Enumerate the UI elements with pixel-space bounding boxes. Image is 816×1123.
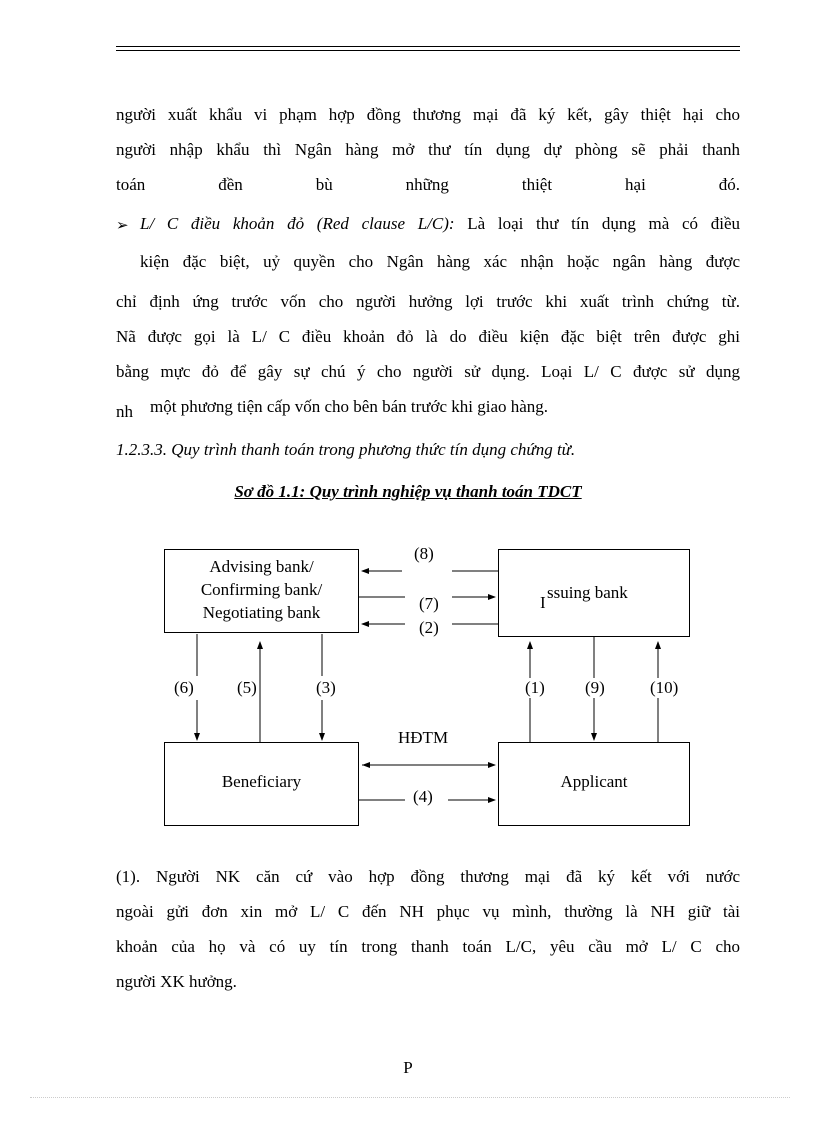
diagram-title: Sơ đồ 1.1: Quy trình nghiệp vụ thanh toán TDCT [234,482,582,501]
label-9: (9) [585,678,605,697]
paragraph-bottom-line-1: (1). Người NK căn cứ vào hợp đồng thương mại đã ký kết với nước [116,867,740,886]
label-hdtm: HĐTM [398,728,449,747]
section-heading: 1.2.3.3. Quy trình thanh toán trong phương thức tín dụng chứng từ. [116,440,576,459]
label-6: (6) [174,678,194,697]
paragraph-bottom-line-2: ngoài gửi đơn xin mở L/ C đến NH phục vụ mình, thường là NH giữ tài [116,902,740,921]
bullet-line-6: một phương tiện cấp vốn cho bên bán trước khi giao hàng. [150,397,549,416]
arrow-hdtm-head-left [362,762,370,768]
paragraph-top-line-2: người nhập khẩu thì Ngân hàng mở thư tín dụng dự phòng sẽ phải thanh [116,140,740,159]
bullet-arrow-icon: ➢ [116,218,129,234]
advising-bank-line-3: Negotiating bank [202,603,321,622]
label-2: (2) [419,618,439,637]
bullet-line-2: kiện đặc biệt, uỷ quyền cho Ngân hàng xác nhận hoặc ngân hàng được [140,252,740,271]
page-number: P [403,1058,413,1077]
label-1: (1) [525,678,545,697]
label-10: (10) [650,678,679,697]
page-bottom-edge [30,1097,790,1098]
label-4: (4) [413,787,433,806]
label-8: (8) [414,544,434,563]
bullet-line-4: Nã được gọi là L/ C điều khoản đỏ là do điều kiện đặc biệt trên được ghi [116,327,740,346]
bullet-line-5: bằng mực đỏ để gây sự chú ý cho người sử dụng. Loại L/ C được sử dụng [116,362,740,381]
beneficiary-label: Beneficiary [221,772,302,791]
bullet-line-1-rest: Là loại thư tín dụng mà có điều [454,214,740,233]
advising-bank-line-2: Confirming bank/ [200,580,323,599]
paragraph-bottom-line-4: người XK hưởng. [116,972,237,991]
applicant-label: Applicant [560,772,628,791]
advising-bank-line-1: Advising bank/ [209,557,314,576]
paragraph-bottom-line-3: khoản của họ và có uy tín trong thanh toán L/C, yêu cầu mở L/ C cho [116,937,740,956]
issuing-bank-label: ssuing bank [547,583,628,602]
bullet-line-3: chỉ định ứng trước vốn cho người hưởng lợi trước khi xuất trình chứng từ. [116,292,740,311]
bullet-term: L/ C điều khoản đỏ (Red clause L/C): [140,214,455,233]
bullet-line-6-prefix: nh [116,402,133,421]
paragraph-top-line-1: người xuất khẩu vi phạm hợp đồng thương mại đã ký kết, gây thiệt hại cho [116,105,740,124]
label-7: (7) [419,594,439,613]
paragraph-top-line-3: toán đền bù những thiệt hại đó. [116,175,740,194]
issuing-bank-initial: I [540,593,546,612]
label-3: (3) [316,678,336,697]
label-5: (5) [237,678,257,697]
